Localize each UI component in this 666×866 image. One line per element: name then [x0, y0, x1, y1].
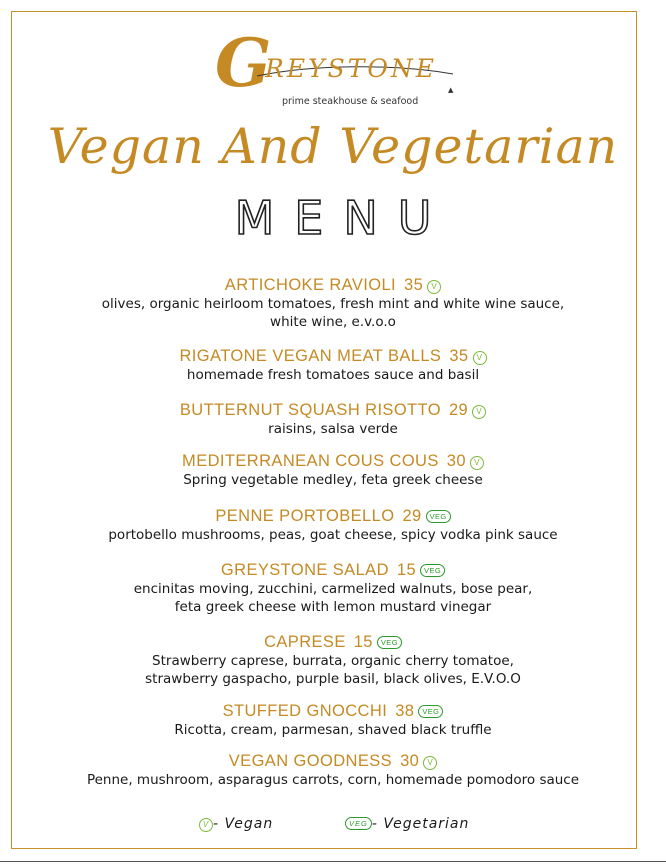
menu-item-price: 15	[396, 561, 417, 579]
menu-item-price: 35	[404, 276, 424, 294]
greystone-logo	[215, 24, 455, 107]
menu-item-name: CAPRESE	[264, 633, 346, 651]
menu-item-description: Ricotta, cream, parmesan, shaved black truffle	[174, 722, 492, 738]
menu-item-name: BUTTERNUT SQUASH RISOTTO	[179, 401, 441, 419]
vegan-badge-icon: V	[472, 405, 486, 419]
menu-item	[20, 506, 646, 544]
legend-vegetarian	[345, 816, 469, 832]
logo-triangle-mark: ▲	[448, 86, 454, 94]
menu-item-price: 29	[402, 507, 422, 525]
legend-vegan	[199, 816, 273, 832]
menu-item-price: 38	[395, 702, 415, 720]
menu-item-price: 30	[446, 452, 466, 470]
menu-item-description: olives, organic heirloom tomatoes, fresh mint and white wine sauce,	[101, 296, 565, 312]
menu-item	[20, 346, 646, 384]
menu-item	[20, 451, 646, 489]
logo-wordmark: REYSTONE	[265, 54, 437, 83]
vegetarian-badge-icon: VEG	[426, 510, 451, 523]
menu-item	[20, 400, 646, 438]
menu-item	[20, 560, 646, 616]
menu-item-name: MEDITERRANEAN COUS COUS	[182, 452, 439, 470]
menu-item-name: PENNE PORTOBELLO	[215, 507, 395, 525]
vegetarian-badge-icon: VEG	[420, 564, 445, 577]
vegan-badge-icon: V	[473, 351, 487, 365]
menu-script-title: Vegan And Vegetarian	[47, 118, 619, 175]
menu-item-price: 29	[448, 401, 469, 419]
menu-item	[20, 632, 646, 688]
menu-item-description: Penne, mushroom, asparagus carrots, corn, homemade pomodoro sauce	[86, 772, 580, 788]
menu-item-title	[20, 275, 646, 295]
menu-item-description: Spring vegetable medley, feta greek cheese	[183, 472, 483, 488]
menu-item-title	[20, 701, 646, 721]
legend-vegetarian-label: - Vegetarian	[371, 816, 470, 832]
vegetarian-badge-icon: VEG	[345, 817, 372, 830]
menu-item-description: strawberry gaspacho, purple basil, black olives, E.V.O.O	[145, 671, 521, 687]
menu-item-title	[20, 400, 646, 420]
menu-heading: MENU	[234, 191, 452, 245]
badge-legend	[0, 816, 666, 836]
menu-item-name: VEGAN GOODNESS	[228, 752, 393, 770]
menu-item-description: raisins, salsa verde	[268, 421, 398, 437]
menu-item-description: Strawberry caprese, burrata, organic cherry tomatoe,	[152, 653, 514, 669]
logo-initial: G	[215, 24, 272, 102]
menu-item-title	[20, 346, 646, 366]
menu-item	[20, 701, 646, 739]
menu-item-title	[20, 451, 646, 471]
menu-item-name: RIGATONE VEGAN MEAT BALLS	[179, 347, 442, 365]
vegan-badge-icon: V	[470, 456, 484, 470]
menu-item-description: homemade fresh tomatoes sauce and basil	[186, 367, 480, 383]
menu-item-name: ARTICHOKE RAVIOLI	[224, 276, 397, 294]
menu-item-price: 30	[400, 752, 420, 770]
menu-item-name: STUFFED GNOCCHI	[222, 702, 388, 720]
menu-item-description: encinitas moving, zucchini, carmelized walnuts, bose pear,	[133, 581, 533, 597]
menu-item-description: white wine, e.v.o.o	[270, 314, 396, 330]
menu-item-title	[20, 632, 646, 652]
vegetarian-badge-icon: VEG	[377, 636, 402, 649]
vegan-badge-icon: V	[423, 756, 437, 770]
vegetarian-badge-icon: VEG	[418, 705, 443, 718]
menu-item-description: feta greek cheese with lemon mustard vinegar	[174, 599, 492, 615]
menu-item-title	[20, 751, 646, 771]
menu-item-title	[20, 560, 646, 580]
menu-item	[20, 275, 646, 331]
menu-item-price: 35	[449, 347, 469, 365]
logo-tagline: prime steakhouse & seafood	[282, 96, 419, 107]
menu-item-description: portobello mushrooms, peas, goat cheese, spicy vodka pink sauce	[108, 527, 558, 543]
menu-item-name: GREYSTONE SALAD	[220, 561, 389, 579]
vegan-badge-icon: V	[199, 818, 213, 832]
vegan-badge-icon: V	[427, 280, 441, 294]
menu-item	[20, 751, 646, 789]
legend-vegan-label: - Vegan	[213, 816, 274, 832]
page-bottom-rule	[0, 861, 666, 862]
menu-item-title	[20, 506, 646, 526]
menu-item-price: 15	[353, 633, 373, 651]
